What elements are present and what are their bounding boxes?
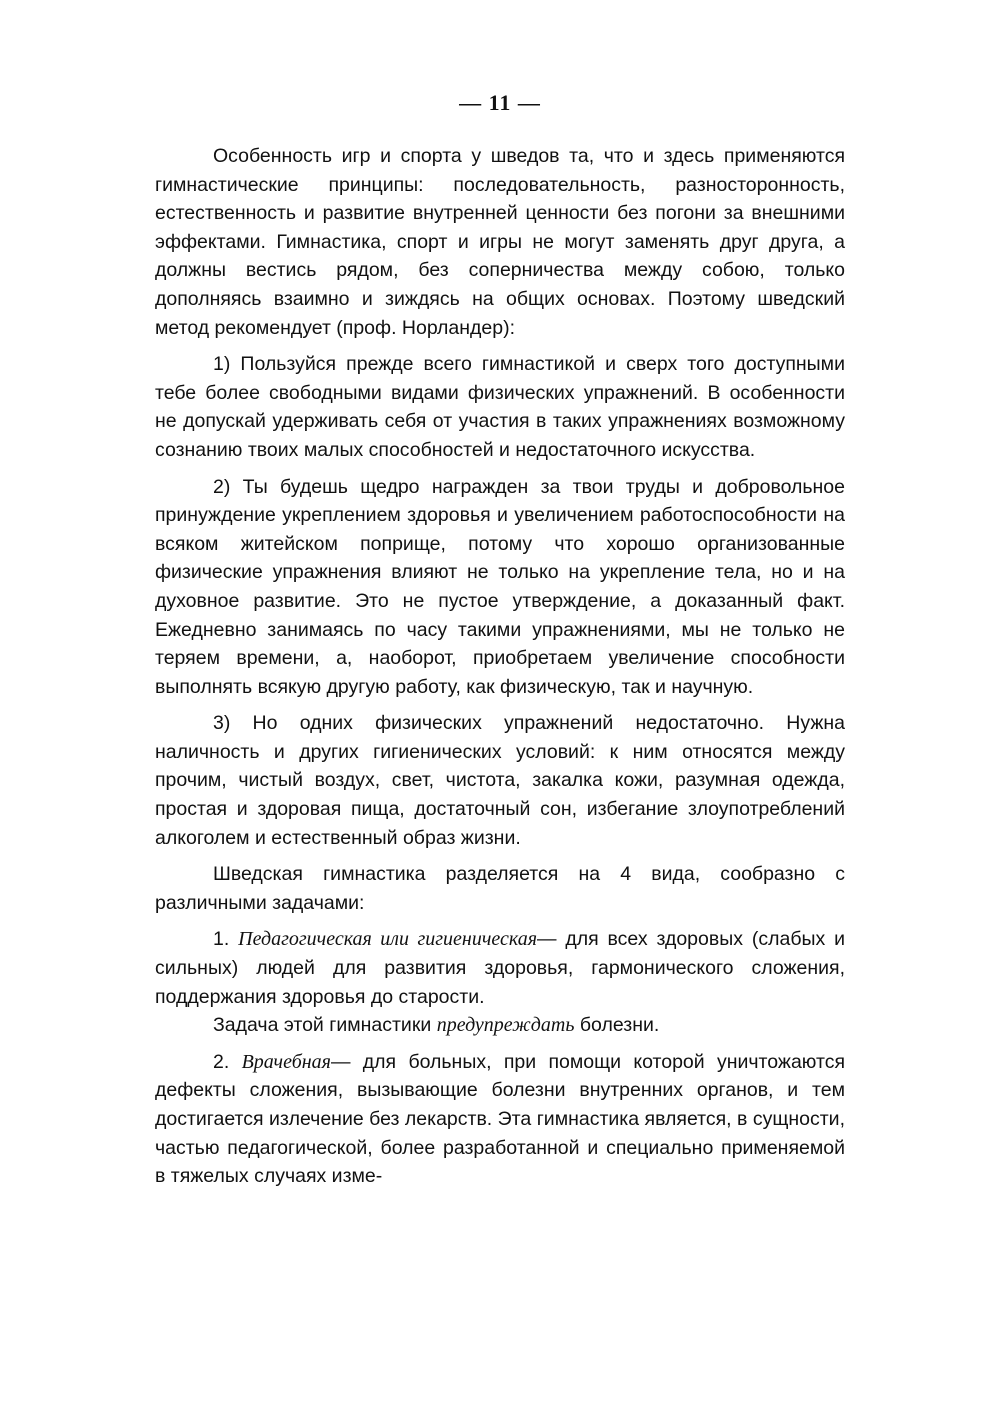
book-page (155, 88, 845, 1191)
paragraph-type-2 (155, 1048, 845, 1191)
type-1-text: — для всех здоровых (слабых и сильных) людей для развития здоровья, гармонического сложения, поддержания здоровья до старости. (155, 928, 845, 1008)
paragraph-rule-3: 3) Но одних физических упражнений недостаточно. Нужна наличность и других гигиенических условий: к ним относятся между прочим, чистый воздух, свет, чистота, закалка кожи, разумная одежда, простая и здоровая пища, достаточный сон, избегание злоупотреблений алкоголем и естественный образ жизни. (155, 712, 845, 849)
paragraph-intro: Особенность игр и спорта у шведов та, что и здесь применяются гимнастические принципы: последовательность, разносторонность, естественность и развитие внутренней ценности без погони за внешними эффектами. Гимнастика, спорт и игры не могут заменять друг друга, а должны вестись рядом, без соперничества между собою, только дополняясь взаимно и зиждясь на общих основах. Поэтому шведский метод рекомендует (проф. Норландер): (155, 145, 845, 339)
paragraph-rule-2: 2) Ты будешь щедро награжден за твои труды и добровольное принуждение укреплением здоровья и увеличением работоспособности на всяком житейском поприще, потому что хорошо организованные физические упражнения влияют не только на укрепление тела, но и на духовное развитие. Это не пустое утверждение, а доказанный факт. Ежедневно занимаясь по часу такими упражнениями, мы не только не теряем времени, а, наоборот, приобретаем увеличение способности выполнять всякую другую работу, как физическую, так и научную. (155, 475, 845, 698)
paragraph-types-intro: Шведская гимнастика разделяется на 4 вида, сообразно с различными задачами: (155, 863, 845, 914)
page-number: — 11 — (459, 90, 541, 115)
type-1-term: Педагогическая или гигиеническая (238, 928, 538, 951)
type-2-text: — для больных, при помощи которой уничтожаются дефекты сложения, вызывающие болезни внутренних органов, и тем достигается излечение без лекарств. Эта гимнастика является, в сущности, частью педагогической, более разработанной и специально применяемой в тяжелых случаях изме- (155, 1050, 846, 1188)
paragraph-rule-1: 1) Пользуйся прежде всего гимнастикой и сверх того доступными тебе более свободными видами физических упражнений. В особенности не допускай удерживать себя от участия в таких упражнениях возможному сознанию твоих малых способностей и недостаточного искусства. (155, 353, 845, 461)
task-before: Задача этой гимнастики (213, 1014, 432, 1037)
type-1-number: 1. (213, 928, 230, 951)
task-after: болезни. (579, 1014, 660, 1037)
task-term: предупреждать (436, 1014, 575, 1037)
type-2-term: Врачебная (241, 1050, 331, 1073)
type-2-number: 2. (213, 1050, 230, 1073)
paragraph-type-1 (155, 925, 845, 1011)
paragraph-task (155, 1011, 845, 1040)
